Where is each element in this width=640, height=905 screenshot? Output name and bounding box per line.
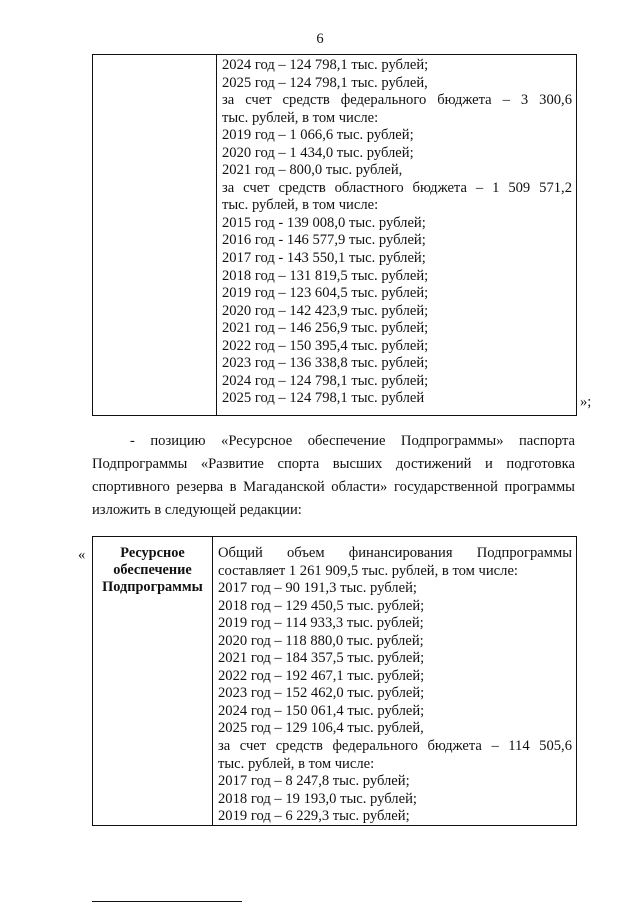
text-line: 2024 год – 124 798,1 тыс. рублей;: [222, 57, 429, 73]
text-line: 2025 год – 124 798,1 тыс. рублей,: [222, 74, 428, 91]
text-line: 2019 год – 6 229,3 тыс. рублей;: [218, 808, 410, 825]
text-line: 2016 год - 146 577,9 тыс. рублей;: [222, 232, 426, 249]
text-line: 2025 год – 124 798,1 тыс. рублей: [222, 390, 425, 407]
text-line: 2025 год – 129 106,4 тыс. рублей,: [218, 720, 424, 737]
text-line: спортивного резерва в Магаданской области» государственной программы: [92, 479, 575, 495]
footer-rule: [92, 901, 242, 902]
text-line: за счет средств областного бюджета – 1 509 571,2: [222, 179, 572, 196]
text-line: за счет средств федерального бюджета – 3 300,6: [222, 92, 572, 109]
text-line: 2023 год – 136 338,8 тыс. рублей;: [222, 355, 429, 372]
text-line: 2023 год – 152 462,0 тыс. рублей;: [218, 685, 425, 702]
amendment-paragraph: [92, 430, 575, 522]
text-line: тыс. рублей, в том числе:: [218, 755, 375, 772]
text-line: за счет средств федерального бюджета – 114 505,6: [218, 738, 572, 755]
text-line: 2024 год – 124 798,1 тыс. рублей;: [222, 372, 429, 389]
text-line: 2018 год – 129 450,5 тыс. рублей;: [218, 597, 425, 614]
text-line: 2019 год – 1 066,6 тыс. рублей;: [222, 127, 414, 144]
text-line: Подпрограммы «Развитие спорта высших достижений и подготовка: [92, 456, 575, 472]
table2-header-cell: [93, 537, 213, 825]
text-line: тыс. рублей, в том числе:: [222, 197, 379, 214]
text-line: 2019 год – 114 933,3 тыс. рублей;: [218, 615, 424, 632]
text-line: 2018 год – 131 819,5 тыс. рублей;: [222, 267, 429, 284]
header-line: Подпрограммы: [102, 579, 203, 595]
text-line: 2021 год – 800,0 тыс. рублей,: [222, 162, 403, 179]
text-line: 2024 год – 150 061,4 тыс. рублей;: [218, 702, 425, 719]
text-line: 2015 год - 139 008,0 тыс. рублей;: [222, 214, 426, 231]
text-line: тыс. рублей, в том числе:: [222, 109, 379, 126]
table1-left-cell: [93, 55, 217, 415]
text-line: - позицию «Ресурсное обеспечение Подпрограммы» паспорта: [130, 433, 575, 449]
header-line: обеспечение: [113, 562, 192, 578]
text-line: 2022 год – 150 395,4 тыс. рублей;: [222, 337, 429, 354]
text-line: Общий объем финансирования Подпрограммы: [218, 545, 572, 561]
text-line: 2020 год – 142 423,9 тыс. рублей;: [222, 302, 429, 319]
text-line: составляет 1 261 909,5 тыс. рублей, в том числе:: [218, 562, 518, 579]
header-line: Ресурсное: [120, 545, 185, 561]
text-line: 2017 год – 8 247,8 тыс. рублей;: [218, 773, 410, 790]
closing-quote-mark: »;: [580, 394, 592, 410]
table2-right-cell: [213, 537, 576, 825]
text-line: 2020 год – 1 434,0 тыс. рублей;: [222, 144, 414, 161]
opening-quote-mark: «: [78, 547, 86, 563]
table1-right-cell: [217, 55, 576, 415]
text-line: 2022 год – 192 467,1 тыс. рублей;: [218, 667, 425, 684]
text-line: 2021 год – 184 357,5 тыс. рублей;: [218, 650, 425, 667]
text-line: 2020 год – 118 880,0 тыс. рублей;: [218, 632, 424, 649]
text-line: изложить в следующей редакции:: [92, 502, 302, 518]
text-line: 2021 год – 146 256,9 тыс. рублей;: [222, 320, 429, 337]
funding-table-continued: [92, 54, 577, 416]
resource-provision-table: [92, 536, 577, 826]
text-line: 2017 год - 143 550,1 тыс. рублей;: [222, 250, 426, 267]
text-line: 2019 год – 123 604,5 тыс. рублей;: [222, 285, 429, 302]
page-number: 6: [316, 31, 324, 47]
text-line: 2018 год – 19 193,0 тыс. рублей;: [218, 790, 417, 807]
text-line: 2017 год – 90 191,3 тыс. рублей;: [218, 580, 417, 597]
